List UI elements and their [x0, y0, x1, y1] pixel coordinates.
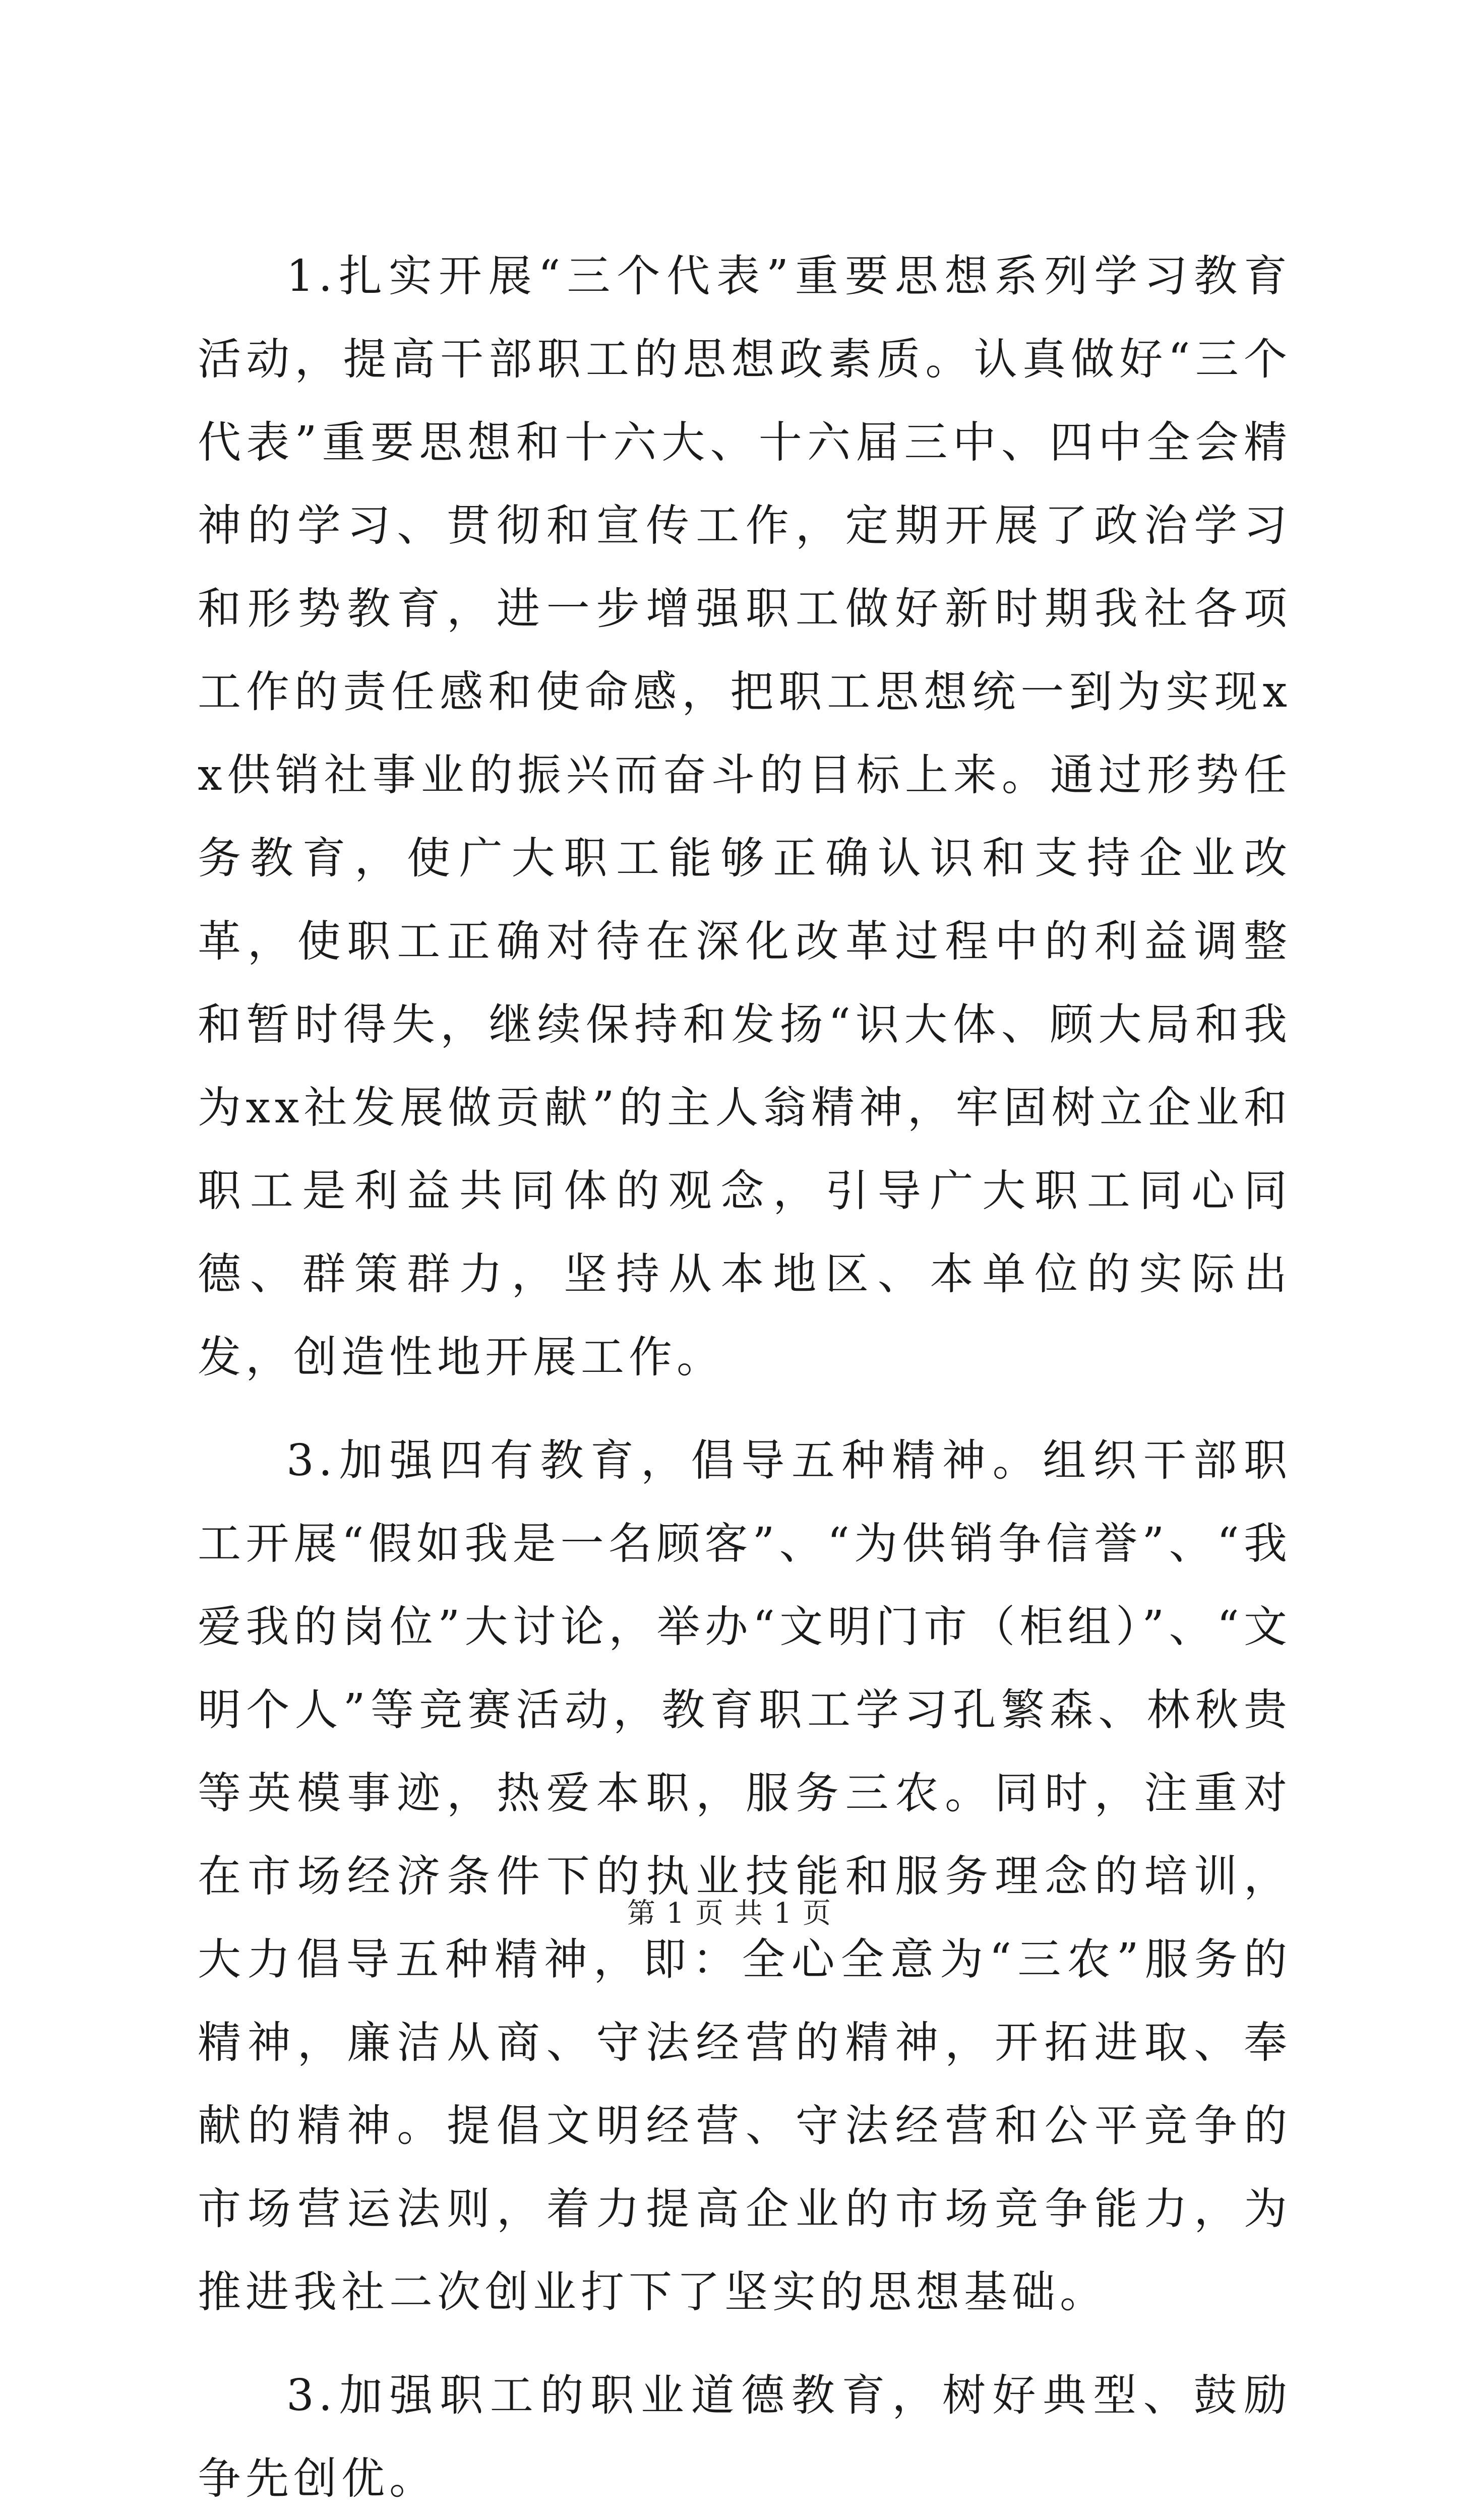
- paragraph-1: 1.扎实开展“三个代表”重要思想系列学习教育活动，提高干部职工的思想政素质。认真做好“三个代表”重要思想和十六大、十六届三中、四中全会精神的学习、贯彻和宣传工作，定期开展了政治学习和形势教育，进一步增强职工做好新时期我社各项工作的责任感和使命感，把职工思想统一到为实现xx供销社事业的振兴而奋斗的目标上来。通过形势任务教育，使广大职工能够正确认识和支持企业改革，使职工正确对待在深化改革过程中的利益调整和暂时得失，继续保持和发扬“识大体、顾大局和我为xx社发展做贡献”的主人翁精神，牢固树立企业和职工是利益共同体的观念，引导广大职工同心同德、群策群力，坚持从本地区、本单位的实际出发，创造性地开展工作。: [198, 251, 1292, 1382]
- paragraph-3: 3.加强职工的职业道德教育，树好典型、鼓励争先创优。: [198, 2370, 1292, 2504]
- page-footer: 第 1 页 共 1 页: [627, 1897, 832, 1930]
- paragraph-2: 3.加强四有教育，倡导五种精神。组织干部职工开展“假如我是一名顾客”、“为供销争信誉”、“我爱我的岗位”大讨论，举办“文明门市（柜组）”、“文明个人”等竞赛活动，教育职工学习孔繁森、林秋贵等英模事迹，热爱本职，服务三农。同时，注重对在市场经济条件下的执业技能和服务理念的培训，大力倡导五种精神，即：全心全意为“三农”服务的精神，廉洁从商、守法经营的精神，开拓进取、奉献的精神。提倡文明经营、守法经营和公平竞争的市场营运法则，着力提高企业的市场竞争能力，为推进我社二次创业打下了坚实的思想基础。: [198, 1435, 1292, 2317]
- document-body: [198, 235, 1292, 2520]
